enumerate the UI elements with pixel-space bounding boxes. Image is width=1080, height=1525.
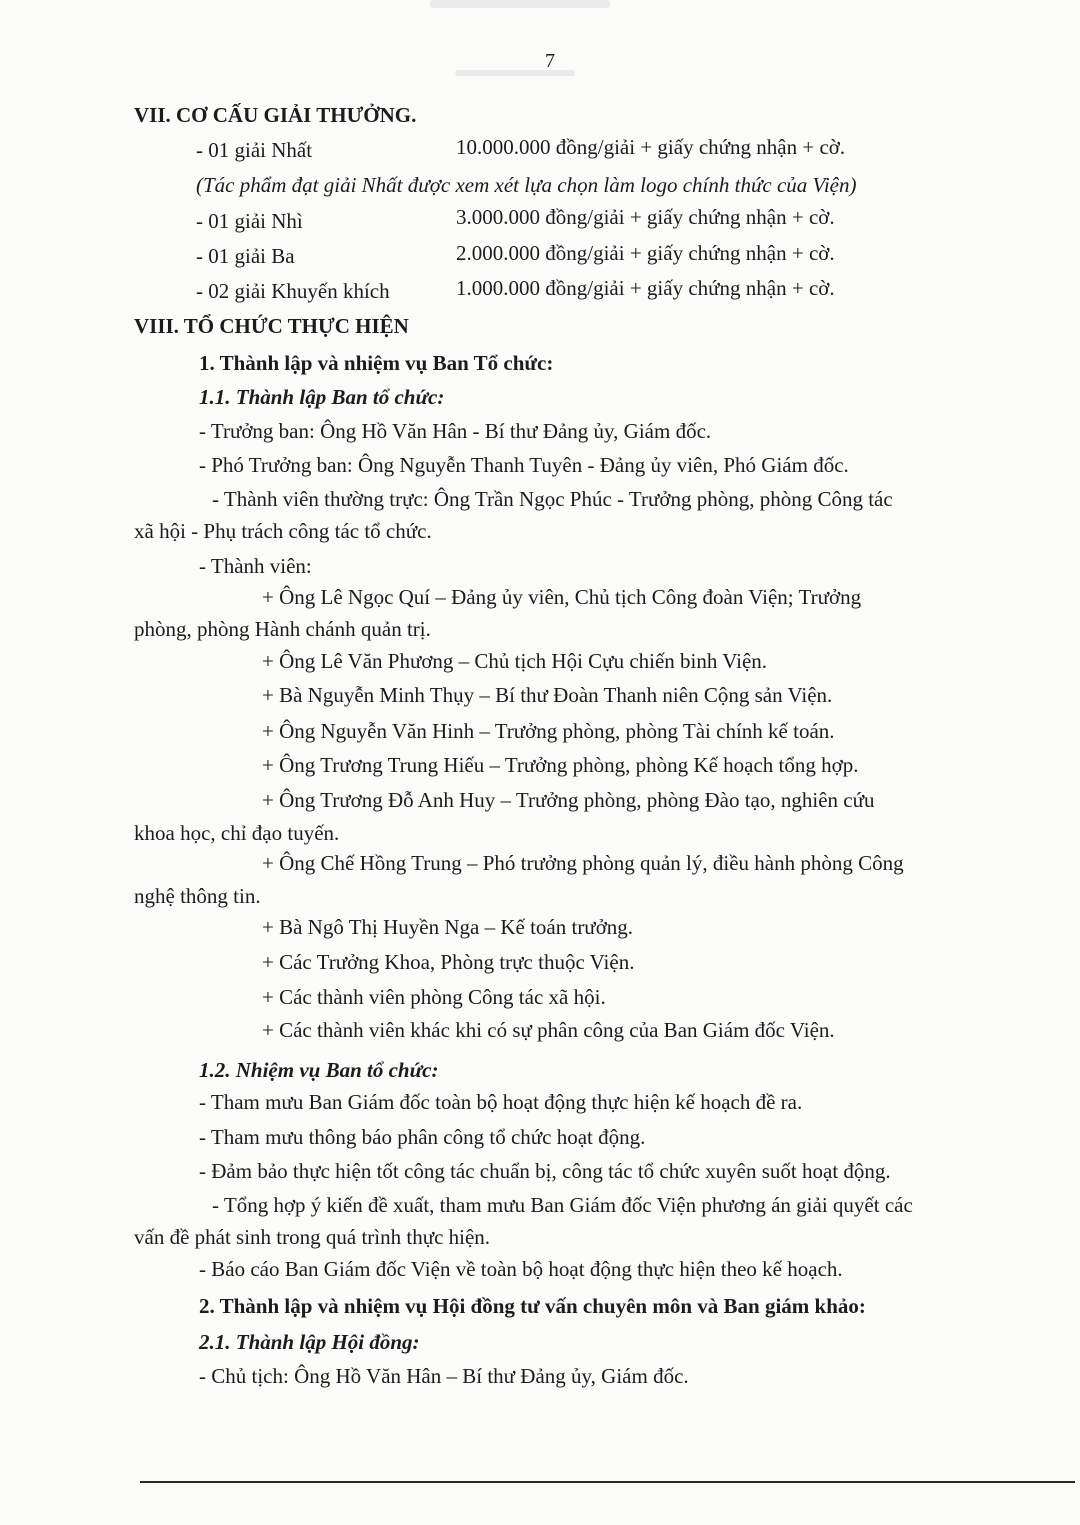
section-heading: VII. CƠ CẤU GIẢI THƯỞNG. <box>134 103 417 127</box>
bottom-rule <box>140 1481 1075 1483</box>
member-line: phòng, phòng Hành chánh quản trị. <box>134 617 431 641</box>
paragraph-line: - Chủ tịch: Ông Hồ Văn Hân – Bí thư Đảng ủy, Giám đốc. <box>199 1364 689 1388</box>
page-number: 7 <box>545 50 555 72</box>
member-line: khoa học, chỉ đạo tuyến. <box>134 821 340 845</box>
member-line: + Ông Trương Trung Hiếu – Trưởng phòng, phòng Kế hoạch tổng hợp. <box>262 753 859 777</box>
member-line: + Ông Chế Hồng Trung – Phó trưởng phòng quản lý, điều hành phòng Công <box>262 851 904 875</box>
prize-name: - 01 giải Nhì <box>196 209 303 233</box>
member-line: + Ông Lê Văn Phương – Chủ tịch Hội Cựu chiến binh Viện. <box>262 649 768 673</box>
subsection-heading: 1.2. Nhiệm vụ Ban tổ chức: <box>199 1058 439 1082</box>
prize-detail: 1.000.000 đồng/giải + giấy chứng nhận + cờ. <box>456 276 835 300</box>
paragraph-line: - Tổng hợp ý kiến đề xuất, tham mưu Ban Giám đốc Viện phương án giải quyết các <box>212 1193 913 1217</box>
prize-name: - 01 giải Ba <box>196 244 295 268</box>
member-line: + Các thành viên khác khi có sự phân công của Ban Giám đốc Viện. <box>262 1018 835 1042</box>
member-line: + Các Trưởng Khoa, Phòng trực thuộc Viện. <box>262 950 635 974</box>
paragraph-line: xã hội - Phụ trách công tác tổ chức. <box>134 519 432 543</box>
paragraph-line: - Tham mưu thông báo phân công tổ chức hoạt động. <box>199 1125 646 1149</box>
member-line: + Bà Ngô Thị Huyền Nga – Kế toán trưởng. <box>262 915 634 939</box>
scan-smudge <box>430 0 610 8</box>
subsection-heading: 2. Thành lập và nhiệm vụ Hội đồng tư vấn chuyên môn và Ban giám khảo: <box>199 1294 866 1318</box>
member-line: + Ông Trương Đỗ Anh Huy – Trưởng phòng, phòng Đào tạo, nghiên cứu <box>262 788 875 812</box>
paragraph-line: - Đảm bảo thực hiện tốt công tác chuẩn bị, công tác tổ chức xuyên suốt hoạt động. <box>199 1159 891 1183</box>
paragraph-line: - Trưởng ban: Ông Hồ Văn Hân - Bí thư Đảng ủy, Giám đốc. <box>199 419 712 443</box>
section-heading: VIII. TỔ CHỨC THỰC HIỆN <box>134 314 409 338</box>
subsection-heading: 2.1. Thành lập Hội đồng: <box>199 1330 420 1354</box>
paragraph-line: vấn đề phát sinh trong quá trình thực hiện. <box>134 1225 491 1249</box>
paragraph-line: - Báo cáo Ban Giám đốc Viện về toàn bộ hoạt động thực hiện theo kế hoạch. <box>199 1257 843 1281</box>
member-line: + Các thành viên phòng Công tác xã hội. <box>262 985 606 1009</box>
scan-smudge <box>455 70 575 76</box>
prize-detail: 2.000.000 đồng/giải + giấy chứng nhận + cờ. <box>456 241 835 265</box>
member-line: nghệ thông tin. <box>134 884 261 908</box>
prize-name: - 02 giải Khuyến khích <box>196 279 390 303</box>
prize-note: (Tác phẩm đạt giải Nhất được xem xét lựa chọn làm logo chính thức của Viện) <box>196 173 857 197</box>
paragraph-line: - Phó Trưởng ban: Ông Nguyễn Thanh Tuyên - Đảng ủy viên, Phó Giám đốc. <box>199 453 849 477</box>
member-line: + Ông Lê Ngọc Quí – Đảng ủy viên, Chủ tịch Công đoàn Viện; Trưởng <box>262 585 862 609</box>
member-line: + Ông Nguyễn Văn Hinh – Trưởng phòng, phòng Tài chính kế toán. <box>262 719 835 743</box>
prize-detail: 10.000.000 đồng/giải + giấy chứng nhận + cờ. <box>456 135 846 159</box>
prize-name: - 01 giải Nhất <box>196 138 313 162</box>
subsection-heading: 1.1. Thành lập Ban tổ chức: <box>199 385 445 409</box>
prize-detail: 3.000.000 đồng/giải + giấy chứng nhận + cờ. <box>456 205 835 229</box>
subsection-heading: 1. Thành lập và nhiệm vụ Ban Tổ chức: <box>199 351 554 375</box>
paragraph-line: - Thành viên thường trực: Ông Trần Ngọc Phúc - Trưởng phòng, phòng Công tác <box>212 487 893 511</box>
paragraph-line: - Tham mưu Ban Giám đốc toàn bộ hoạt động thực hiện kế hoạch đề ra. <box>199 1090 803 1114</box>
paragraph-line: - Thành viên: <box>199 554 312 578</box>
member-line: + Bà Nguyễn Minh Thụy – Bí thư Đoàn Thanh niên Cộng sản Viện. <box>262 683 833 707</box>
